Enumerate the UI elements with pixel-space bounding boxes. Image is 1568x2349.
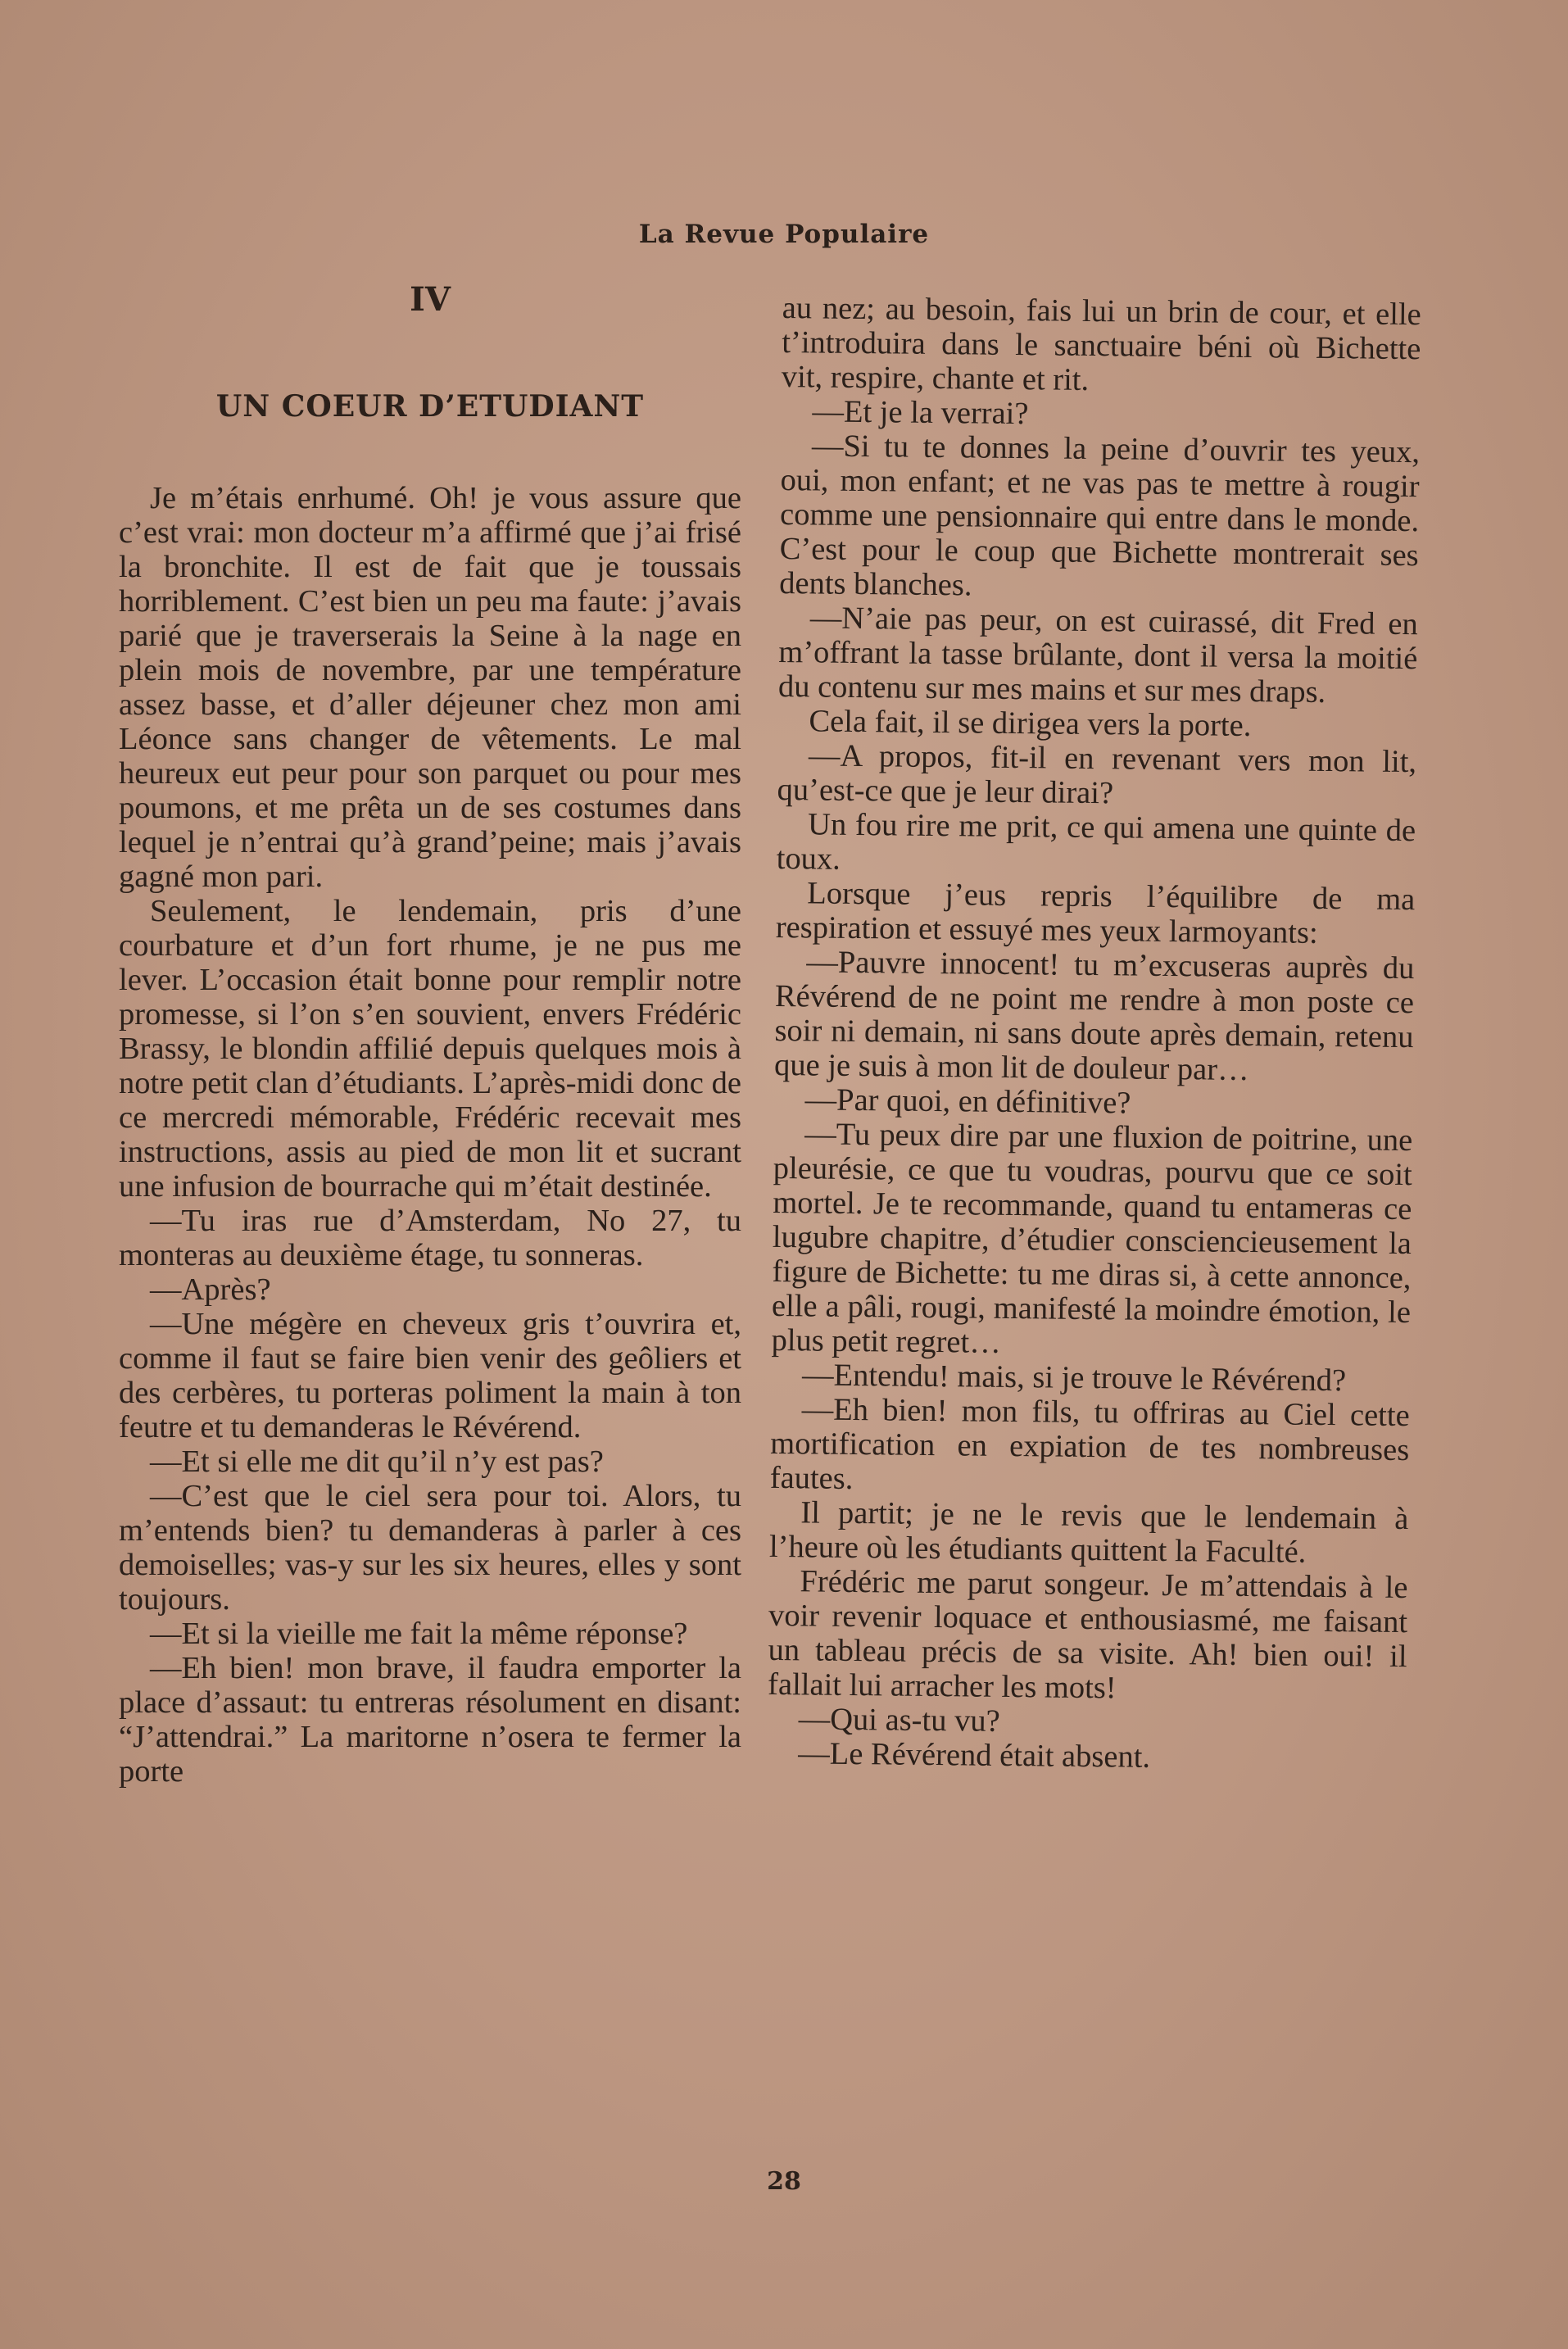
paragraph: —Eh bien! mon fils, tu offriras au Ciel cette mortification en expiation de tes nombreuses fautes. [769, 1392, 1410, 1496]
paragraph: —Après? [150, 1272, 271, 1307]
paragraph: Il partit; je ne le revis que le lendemain à l’heure où les étudiants quittent la Faculté. [768, 1495, 1409, 1570]
paragraph: —Et si elle me dit qu’il n’y est pas? [150, 1444, 604, 1479]
paragraph: —A propos, fit-il en revenant vers mon lit, qu’est-ce que je leur dirai? [777, 738, 1417, 811]
paragraph: Cela fait, il se dirigea vers la porte. [809, 704, 1252, 744]
paragraph: Lorsque j’eus repris l’équilibre de ma respiration et essuyé mes yeux larmoyants: [775, 876, 1416, 950]
paragraph: —C’est que le ciel sera pour toi. Alors, tu m’entends bien? tu demanderas à parler à ces demoiselles; vas-y sur les six heures, elles y sont toujours. [119, 1479, 741, 1617]
paragraph: Un fou rire me prit, ce qui amena une quinte de toux. [776, 807, 1416, 877]
right-column [767, 291, 1421, 1777]
paragraph: —Tu iras rue d’Amsterdam, No 27, tu monteras au deuxième étage, tu sonneras. [119, 1204, 741, 1272]
chapter-number: IV [410, 280, 451, 319]
left-column [119, 280, 741, 1789]
chapter-title: UN COEUR D’ETUDIANT [215, 389, 645, 424]
paragraph: —Et je la verrai? [812, 394, 1029, 432]
paragraph: —Et si la vieille me fait la même réponse? [150, 1617, 688, 1651]
paragraph: —Entendu! mais, si je trouve le Révérend? [801, 1358, 1347, 1399]
paragraph: Frédéric me parut songeur. Je m’attendais à le voir revenir loquace et enthousiasmé, me faisant un tableau précis de sa visite. Ah! bien oui! il fallait lui arracher les mots! [767, 1564, 1408, 1706]
paragraph: —Le Révérend était absent. [798, 1736, 1151, 1775]
paragraph: —N’aie pas peur, on est cuirassé, dit Fred en m’offrant la tasse brûlante, dont il versa la moitié du contenu sur mes mains et sur mes draps. [777, 601, 1418, 710]
paragraph: Seulement, le lendemain, pris d’une courbature et d’un fort rhume, je ne pus me lever. L’occasion était bonne pour remplir notre promesse, si l’on s’en souvient, envers Frédéric Brassy, le blondin affilié depuis quelques mois à notre petit clan d’étudiants. L’après-midi donc de ce mercredi mémorable, Frédéric recevait mes instructions, assis au pied de mon lit et sucrant une infusion de bourrache qui m’était destinée. [119, 894, 741, 1204]
paragraph: —Si tu te donnes la peine d’ouvrir tes yeux, oui, mon enfant; et ne vas pas te mettre à rougir comme une pensionnaire qui entre dans le monde. C’est pour le coup que Bichette montrerait ses dents blanches. [779, 429, 1421, 603]
paragraph: —Eh bien! mon brave, il faudra emporter la place d’assaut: tu entreras résolument en disant: “J’attendrai.” La maritorne n’osera te fermer la porte [119, 1651, 741, 1789]
paragraph: Je m’étais enrhumé. Oh! je vous assure que c’est vrai: mon docteur m’a affirmé que j’ai frisé la bronchite. Il est de fait que je toussais horriblement. C’est bien un peu ma faute: j’avais parié que je traverserais la Seine à la nage en plein mois de novembre, par une température assez basse, et d’aller déjeuner chez mon ami Léonce sans changer de vêtements. Le mal heureux eut peur pour son parquet ou pour mes poumons, et me prêta un de ses costumes dans lequel je n’entrai qu’à grand’peine; mais j’avais gagné mon pari. [119, 481, 741, 894]
running-title: La Revue Populaire [638, 220, 930, 249]
paragraph: —Tu peux dire par une fluxion de poitrine, une pleurésie, ce que tu voudras, pourvu que ce soit mortel. Je te recommande, quand tu entameras ce lugubre chapitre, d’étudier consciencieusement la figure de Bichette: tu me diras si, à cette annonce, elle a pâli, rougi, manifesté la moindre émotion, le plus petit regret… [771, 1117, 1413, 1360]
paragraph: au nez; au besoin, fais lui un brin de cour, et elle t’introduira dans le sanctuaire béni où Bichette vit, respire, chante et rit. [781, 291, 1421, 397]
paragraph: —Une mégère en cheveux gris t’ouvrira et, comme il faut se faire bien venir des geôliers et des cerbères, tu porteras poliment la main à ton feutre et tu demanderas le Révérend. [119, 1307, 741, 1444]
paragraph: —Qui as-tu vu? [798, 1702, 1000, 1739]
page-number: 28 [767, 2167, 801, 2196]
paragraph: —Par quoi, en définitive? [804, 1082, 1131, 1121]
paragraph: —Pauvre innocent! tu m’excuseras auprès du Révérend de ne point me rendre à mon poste ce soir ni demain, ni sans doute après demain, retenu que je suis à mon lit de douleur par… [773, 945, 1415, 1088]
